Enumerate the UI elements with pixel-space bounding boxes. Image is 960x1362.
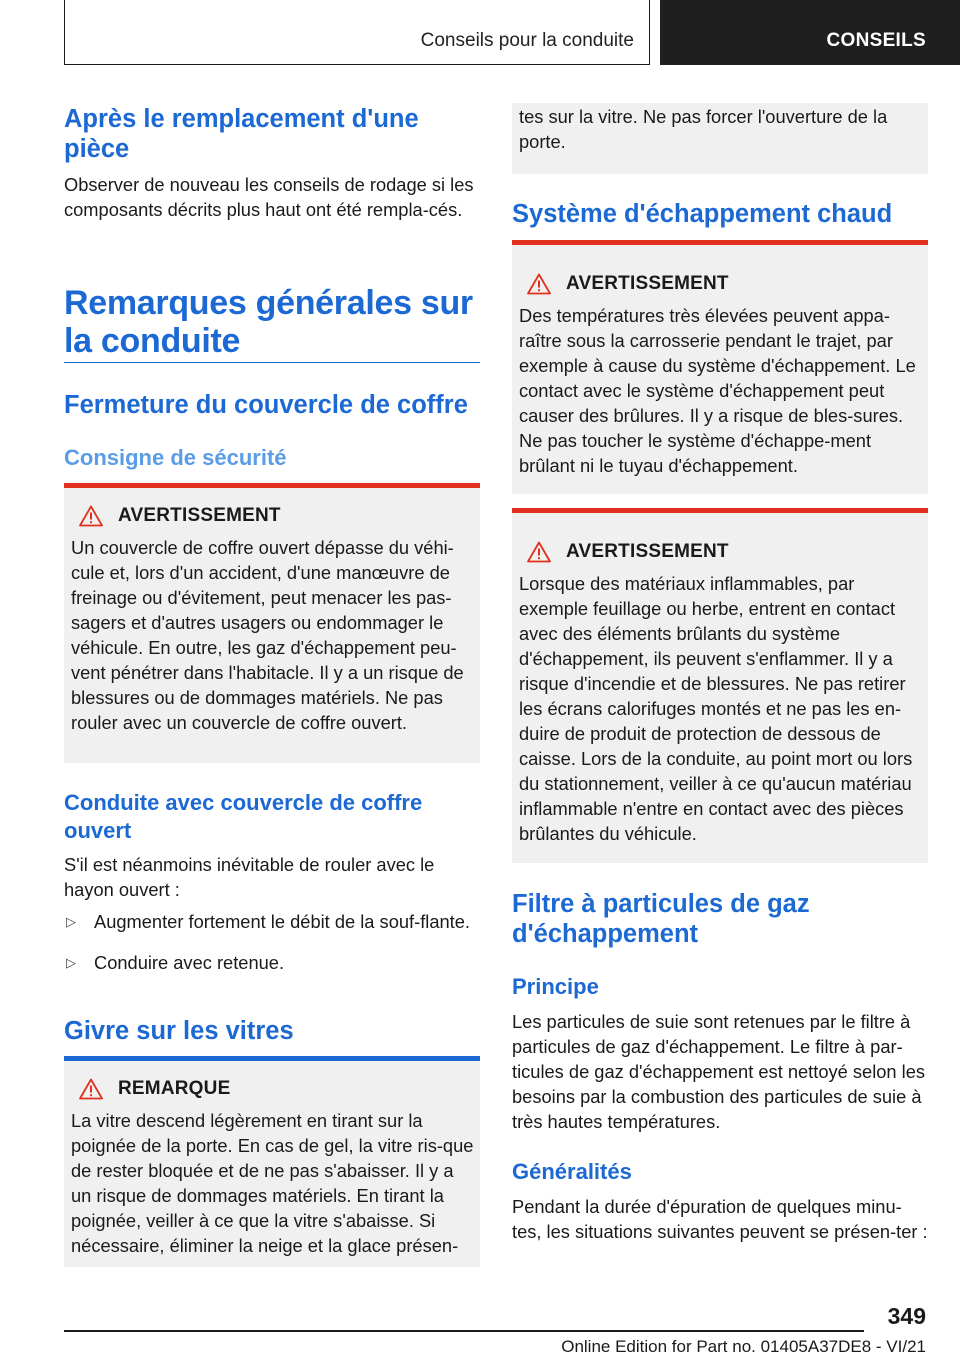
warning-box <box>64 483 480 763</box>
warning-label: AVERTISSEMENT <box>118 505 281 526</box>
replace-paragraph: Observer de nouveau les conseils de rodage si les composants décrits plus haut ont été rempla-cés. <box>64 174 474 220</box>
frost-heading: Givre sur les vitres <box>64 1017 294 1045</box>
triangle-right-icon: ▷ <box>66 955 76 970</box>
warning-triangle-icon <box>79 505 103 527</box>
exhaust-heading: Système d'échappement chaud <box>512 200 893 228</box>
warning-triangle-icon <box>79 1078 103 1100</box>
list-item-text: Augmenter fortement le débit de la souf-flante. <box>94 911 470 932</box>
warning-triangle-icon <box>527 541 551 563</box>
warning-label: AVERTISSEMENT <box>566 273 729 294</box>
principle-heading: Principe <box>512 974 599 999</box>
list-item <box>64 950 480 975</box>
warning-text: Lorsque des matériaux inflammables, par exemple feuillage ou herbe, entrent en contact avec des éléments brûlants du système d'échappement, ils peuvent s'enflammer. Il y a risque d'incendie et de blessures. Ne pas retirer les écrans calorifuges montés et ne pas les en-duire de produit de protection de dessous de caisse. Lors de la conduite, au point mort ou lors du stationnement, veiller à ce qu'aucun matériau inflammable n'entre en contact avec des pièces brûlantes du véhicule. <box>519 573 913 844</box>
safety-heading: Consigne de sécurité <box>64 445 287 470</box>
page-number: 349 <box>887 1303 926 1329</box>
warning-bar <box>64 483 480 488</box>
bullet-list <box>64 909 480 975</box>
driving-open-paragraph: S'il est néanmoins inévitable de rouler avec le hayon ouvert : <box>64 854 435 900</box>
footer-rule <box>64 1330 864 1332</box>
warning-box <box>512 240 928 494</box>
trunk-heading: Fermeture du couvercle de coffre <box>64 391 468 419</box>
warning-label: AVERTISSEMENT <box>566 541 729 562</box>
note-bar <box>64 1056 480 1061</box>
note-box <box>64 1056 480 1267</box>
warning-bar <box>512 240 928 245</box>
section-title: Conseils pour la conduite <box>420 30 634 51</box>
general-sub-paragraph: Pendant la durée d'épuration de quelques minu-tes, les situations suivantes peuvent se présen-ter : <box>512 1196 928 1242</box>
warning-triangle-icon <box>527 273 551 295</box>
principle-paragraph: Les particules de suie sont retenues par le filtre à particules de gaz d'échappement. Le filtre à par-ticules de gaz d'échappement est nettoyé selon les besoins par la combustion des particules de suie à très hautes températures. <box>512 1011 926 1132</box>
filter-heading: Filtre à particules de gaz d'échappement <box>512 890 810 948</box>
edition-footer: Online Edition for Part no. 01405A37DE8 - VI/21 <box>561 1337 926 1356</box>
triangle-right-icon: ▷ <box>66 914 76 929</box>
replace-heading: Après le remplacement d'une pièce <box>64 105 419 163</box>
driving-open-heading: Conduite avec couvercle de coffre ouvert <box>64 790 423 843</box>
note-label: REMARQUE <box>118 1078 231 1099</box>
chapter-tab-label: CONSEILS <box>826 30 926 51</box>
warning-text: Un couvercle de coffre ouvert dépasse du véhi-cule et, lors d'un accident, d'une manœuvre de freinage ou d'évitement, peut menacer les pas-sagers et d'autres usagers ou endommager le véhicule. En outre, les gaz d'échappement peu-vent pénétrer dans l'habitacle. Il y a un risque de blessures ou de dommages matériels. Ne pas rouler avec un couvercle de coffre ouvert. <box>71 537 464 733</box>
note-text: La vitre descend légèrement en tirant sur la poignée de la porte. En cas de gel, la vitre ris-que de rester bloquée et de ne pas s'abaisser. Il y a un risque de dommages matériels. En tirant la poignée, veiller à ce que la vitre s'abaisse. Si nécessaire, éliminer la neige et la glace présen- <box>71 1110 474 1256</box>
warning-box <box>512 508 928 863</box>
warning-bar <box>512 508 928 513</box>
note-box-continued <box>512 103 928 174</box>
general-remarks-heading: Remarques générales sur la conduite <box>64 284 473 360</box>
list-item-text: Conduire avec retenue. <box>94 952 285 973</box>
heading-rule <box>64 362 480 363</box>
warning-text: Des températures très élevées peuvent appa-raître sous la carrosserie pendant le trajet, par exemple à cause du système d'échappement. Le contact avec le système d'échappement peut causer des brûlures. Il y a risque de bles-sures. Ne pas toucher le système d'échappe-ment brûlant ni le tuyau d'échappement. <box>519 305 916 476</box>
general-sub-heading: Généralités <box>512 1159 632 1184</box>
note-continued-text: tes sur la vitre. Ne pas forcer l'ouverture de la porte. <box>519 106 888 152</box>
list-item <box>64 909 480 934</box>
chapter-tab <box>660 0 960 65</box>
